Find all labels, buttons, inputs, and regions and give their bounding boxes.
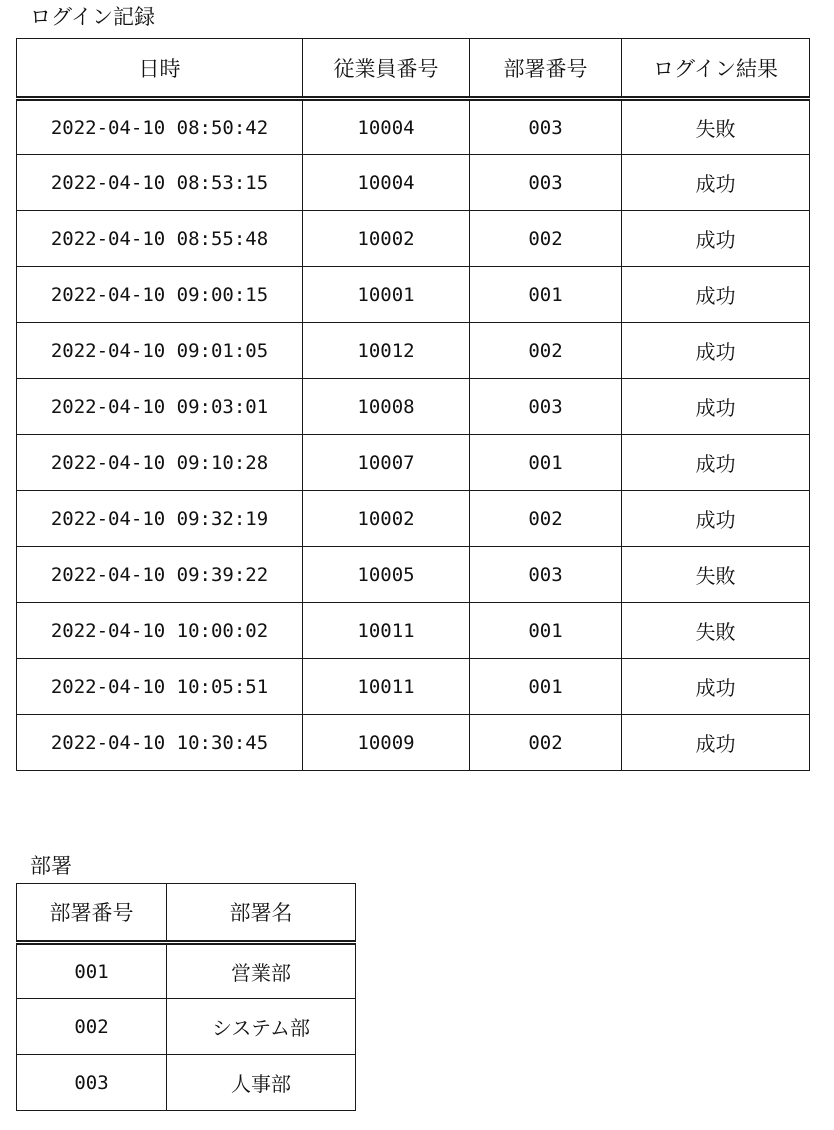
cell-employee-number: 10009 bbox=[303, 715, 470, 771]
cell-login-result: 成功 bbox=[622, 435, 810, 491]
cell-department-number: 003 bbox=[17, 1055, 167, 1111]
department-body bbox=[17, 943, 356, 1111]
table-row bbox=[17, 323, 810, 379]
cell-login-result: 失敗 bbox=[622, 99, 810, 155]
cell-employee-number: 10004 bbox=[303, 155, 470, 211]
table-row bbox=[17, 659, 810, 715]
cell-department-number: 003 bbox=[470, 99, 622, 155]
cell-login-result: 成功 bbox=[622, 659, 810, 715]
department-table bbox=[16, 883, 356, 1111]
cell-datetime: 2022-04-10 09:32:19 bbox=[17, 491, 303, 547]
cell-employee-number: 10005 bbox=[303, 547, 470, 603]
table-row bbox=[17, 267, 810, 323]
cell-login-result: 成功 bbox=[622, 267, 810, 323]
cell-login-result: 成功 bbox=[622, 715, 810, 771]
table-row bbox=[17, 99, 810, 155]
table-row bbox=[17, 1055, 356, 1111]
cell-employee-number: 10002 bbox=[303, 491, 470, 547]
cell-login-result: 成功 bbox=[622, 323, 810, 379]
login-log-body bbox=[17, 99, 810, 771]
table-row bbox=[17, 155, 810, 211]
cell-employee-number: 10004 bbox=[303, 99, 470, 155]
cell-datetime: 2022-04-10 09:00:15 bbox=[17, 267, 303, 323]
cell-datetime: 2022-04-10 08:53:15 bbox=[17, 155, 303, 211]
cell-datetime: 2022-04-10 09:10:28 bbox=[17, 435, 303, 491]
cell-datetime: 2022-04-10 08:50:42 bbox=[17, 99, 303, 155]
cell-employee-number: 10001 bbox=[303, 267, 470, 323]
table-row bbox=[17, 999, 356, 1055]
table-row bbox=[17, 943, 356, 999]
cell-datetime: 2022-04-10 09:01:05 bbox=[17, 323, 303, 379]
cell-datetime: 2022-04-10 10:05:51 bbox=[17, 659, 303, 715]
department-caption: 部署 bbox=[30, 854, 72, 878]
cell-department-number: 002 bbox=[470, 715, 622, 771]
department-header-row bbox=[17, 884, 356, 943]
cell-datetime: 2022-04-10 08:55:48 bbox=[17, 211, 303, 267]
cell-login-result: 成功 bbox=[622, 155, 810, 211]
table-row bbox=[17, 491, 810, 547]
cell-department-number: 002 bbox=[470, 211, 622, 267]
cell-datetime: 2022-04-10 09:03:01 bbox=[17, 379, 303, 435]
cell-department-number: 003 bbox=[470, 379, 622, 435]
table-row bbox=[17, 547, 810, 603]
cell-employee-number: 10012 bbox=[303, 323, 470, 379]
table-row bbox=[17, 603, 810, 659]
cell-department-name: 営業部 bbox=[167, 943, 356, 999]
table-row bbox=[17, 379, 810, 435]
login-log-header-row bbox=[17, 39, 810, 99]
cell-employee-number: 10007 bbox=[303, 435, 470, 491]
cell-employee-number: 10008 bbox=[303, 379, 470, 435]
header-datetime: 日時 bbox=[17, 39, 303, 99]
cell-employee-number: 10002 bbox=[303, 211, 470, 267]
cell-department-number: 001 bbox=[470, 603, 622, 659]
cell-department-name: システム部 bbox=[167, 999, 356, 1055]
cell-login-result: 成功 bbox=[622, 491, 810, 547]
cell-department-number: 003 bbox=[470, 155, 622, 211]
header-login-result: ログイン結果 bbox=[622, 39, 810, 99]
header-department-number: 部署番号 bbox=[17, 884, 167, 943]
cell-department-number: 001 bbox=[470, 267, 622, 323]
cell-department-number: 003 bbox=[470, 547, 622, 603]
cell-department-number: 001 bbox=[470, 435, 622, 491]
table-row bbox=[17, 211, 810, 267]
login-log-table bbox=[16, 38, 810, 771]
cell-datetime: 2022-04-10 10:30:45 bbox=[17, 715, 303, 771]
login-log-caption: ログイン記録 bbox=[30, 5, 155, 29]
cell-department-number: 001 bbox=[17, 943, 167, 999]
header-department-name: 部署名 bbox=[167, 884, 356, 943]
cell-login-result: 成功 bbox=[622, 211, 810, 267]
cell-employee-number: 10011 bbox=[303, 603, 470, 659]
cell-department-number: 002 bbox=[470, 491, 622, 547]
cell-department-number: 001 bbox=[470, 659, 622, 715]
cell-department-name: 人事部 bbox=[167, 1055, 356, 1111]
header-employee-number: 従業員番号 bbox=[303, 39, 470, 99]
header-department-number: 部署番号 bbox=[470, 39, 622, 99]
cell-login-result: 成功 bbox=[622, 379, 810, 435]
table-row bbox=[17, 715, 810, 771]
cell-department-number: 002 bbox=[470, 323, 622, 379]
cell-employee-number: 10011 bbox=[303, 659, 470, 715]
cell-datetime: 2022-04-10 09:39:22 bbox=[17, 547, 303, 603]
cell-datetime: 2022-04-10 10:00:02 bbox=[17, 603, 303, 659]
cell-login-result: 失敗 bbox=[622, 603, 810, 659]
cell-login-result: 失敗 bbox=[622, 547, 810, 603]
cell-department-number: 002 bbox=[17, 999, 167, 1055]
table-row bbox=[17, 435, 810, 491]
